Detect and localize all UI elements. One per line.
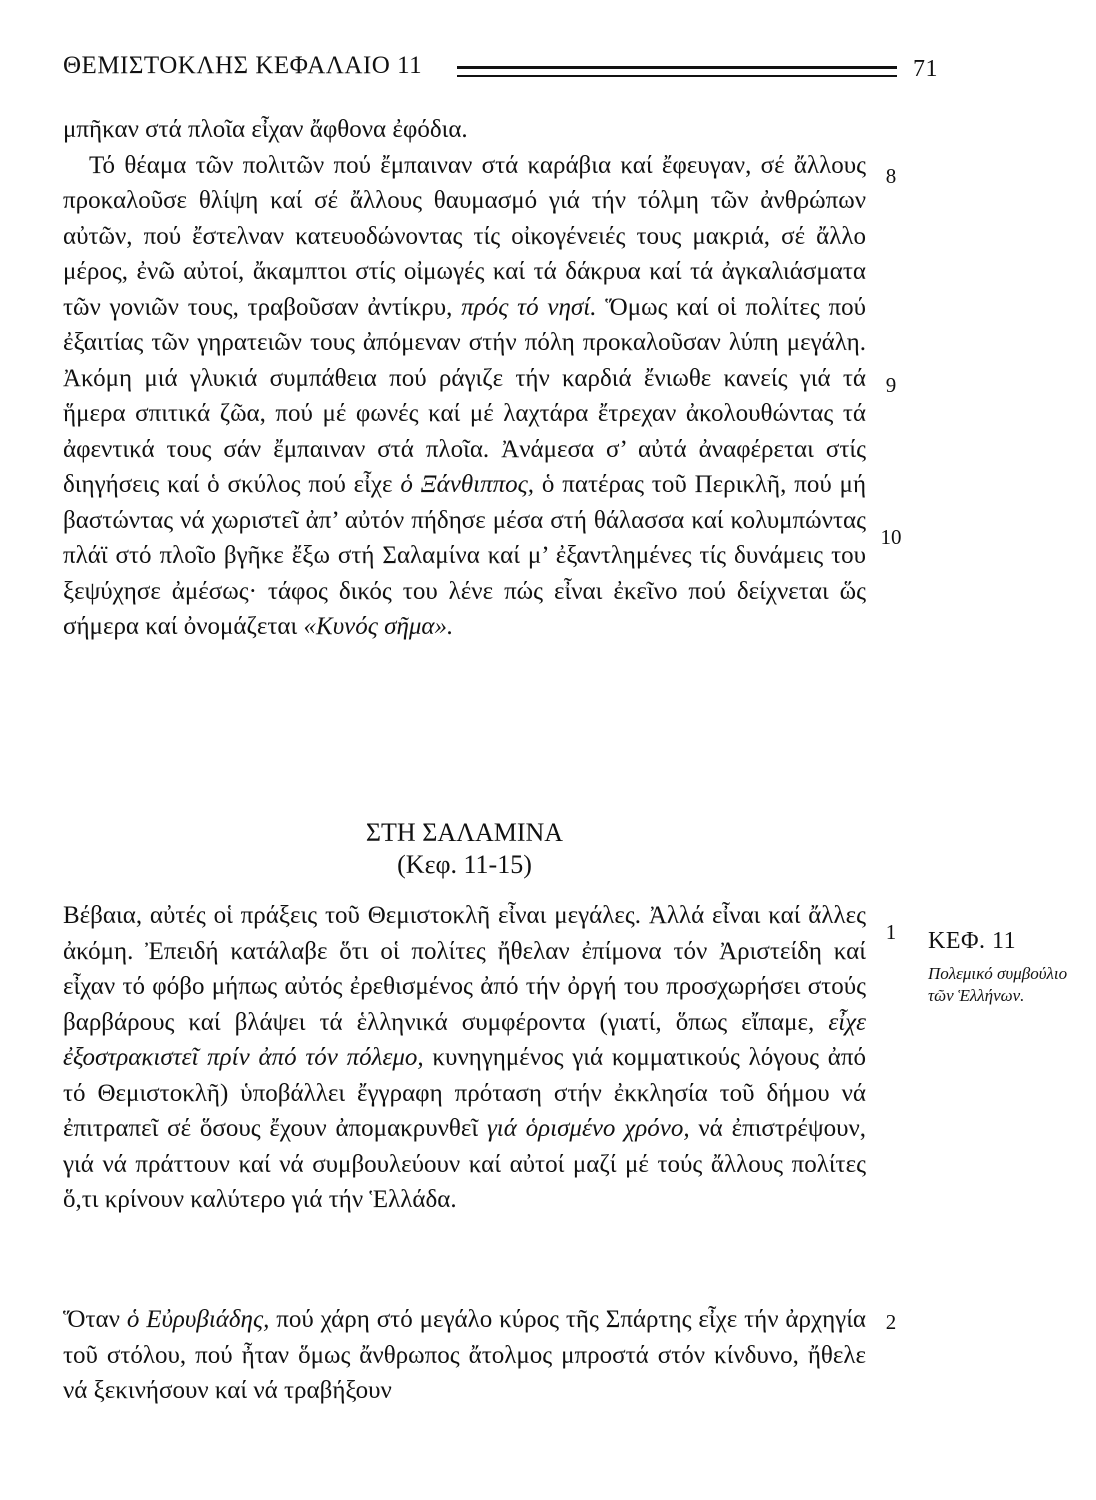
p1-text-e: ὁ πατέρας τοῦ Περικλῆ, πού μή βαστώντας νά χωριστεῖ ἀπ’ αὐτόν πήδησε μέσα στή θάλασσα καί κολυμπώντας πλάϊ στό πλοῖο βγῆκε ἔξω στή Σαλαμίνα καί μ’ ἐξαντλημένες τίς δυνάμεις του ξεψύχησε ἀμέσως· τάφος δικός του λένε πώς εἶναι ἐκεῖνο πού δείχνεται ὥς σήμερα καί ὀνομάζεται bbox=[63, 471, 867, 640]
p1-text-c: Ὅμως καί οἱ πολίτες πού ἐξαιτίας τῶν γηρατειῶν τους ἀπόμεναν στήν πόλη προκαλοῦσαν λύπη μεγάλη. Ἀκόμη μιά γλυκιά συμπάθεια πού ράγιζε τήν καρδιά ἔνιωθε κανείς γιά τά ἥμερα σπιτικά ζῶα, πού μέ φωνές καί μέ λαχτάρα ἔτρεχαν ἀκολουθώντας τά ἀφεντικά τους σάν ἔμπαιναν στά πλοῖα. Ἀνάμεσα σ’ αὐτά ἀναφέρεται στίς διηγήσεις καί ὁ σκύλος πού εἶχε bbox=[63, 293, 867, 498]
p2-italic-time: γιά ὁρισμένο χρόνο, bbox=[486, 1115, 690, 1142]
running-header bbox=[63, 52, 938, 92]
sidenote-gloss: Πολεμικό συμβούλιο τῶν Ἑλλήνων. bbox=[928, 964, 1068, 1005]
section-3-text bbox=[63, 1302, 866, 1409]
sidenote-chapter-label: ΚΕΦ. 11 bbox=[928, 928, 1017, 954]
page-number: 71 bbox=[913, 56, 938, 82]
section-1-text bbox=[63, 112, 866, 645]
margin-number-9: 9 bbox=[885, 373, 897, 397]
p2-italic-ostracism: εἶχε ἐξοστρακιστεῖ πρίν ἀπό τόν πόλεμο, bbox=[63, 1008, 867, 1071]
p1-text-a: Τό θέαμα τῶν πολιτῶν πού ἔμπαιναν στά καράβια καί ἔφευγαν, σέ ἄλλους προκαλοῦσε θλίψη καί σέ ἄλλους θαυμασμό γιά τήν τόλμη τῶν ἀνθρώπων αὐτῶν, πού ἔστελναν κατευοδώνοντας τίς οἰκογένειές τους μακριά, σέ ἄλλο μέρος, ἐνῶ αὐτοί, ἄκαμπτοι στίς οἰμωγές καί τά δάκρυα καί τά ἀγκαλιάσματα τῶν γονιῶν τους, τραβοῦσαν ἀντίκρυ, bbox=[63, 151, 866, 321]
section-heading: ΣΤΗ ΣΑΛΑΜΙΝΑ bbox=[365, 818, 564, 847]
margin-number-8: 8 bbox=[885, 164, 897, 188]
paragraph-2 bbox=[63, 1302, 866, 1409]
margin-number-2: 2 bbox=[885, 1310, 897, 1334]
section-2-text bbox=[63, 898, 866, 1218]
opening-line: μπῆκαν στά πλοῖα εἶχαν ἄφθονα ἐφόδια. bbox=[63, 116, 468, 143]
paragraph-1 bbox=[63, 898, 866, 1218]
p3-text-c: πού χάρη στό μεγάλο κύρος τῆς Σπάρτης εἶχε τήν ἀρχηγία τοῦ στόλου, πού ἦταν ὅμως ἄνθρωπος ἄτολμος μπροστά στόν κίνδυνο, ἤθελε νά ξεκινήσουν καί νά τραβήξουν bbox=[63, 1306, 867, 1404]
chapter-sidenote bbox=[928, 928, 1078, 1007]
p1-italic-nisi: πρός τό νησί. bbox=[461, 293, 597, 321]
margin-number-10: 10 bbox=[880, 525, 902, 549]
p2-text-a: Βέβαια, αὐτές οἱ πράξεις τοῦ Θεμιστοκλῆ εἶναι μεγάλες. Ἀλλά εἶναι καί ἄλλες ἀκόμη. Ἐπειδή κατάλαβε ὅτι οἱ πολίτες ἤθελαν ἐπίμονα τόν Ἀριστείδη καί εἶχαν τό φόβο μήπως αὐτός ἐρεθισμένος ἀπό τήν ὀργή του προσχωρήσει στούς βαρβάρους καί βλάψει τά ἑλληνικά συμφέροντα (γιατί, ὅπως εἴπαμε, bbox=[63, 902, 866, 1036]
p3-italic-eurybiades: ὁ Εὐρυβιάδης, bbox=[126, 1306, 270, 1333]
p1-italic-kynos-sima: «Κυνός σῆμα». bbox=[303, 613, 454, 640]
p3-text-a: Ὅταν bbox=[63, 1306, 120, 1333]
p1-italic-xanthippos: ὁ Ξάνθιππος, bbox=[400, 471, 535, 498]
p2-text-e: νά ἐπιστρέψουν, γιά νά πράττουν καί νά συμβουλεύουν καί αὐτοί μαζί μέ τούς ἄλλους πολίτες ὅ,τι κρίνουν καλύτερο γιά τήν Ἑλλάδα. bbox=[63, 1115, 866, 1213]
section-subheading: (Κεφ. 11-15) bbox=[397, 850, 532, 879]
header-rule bbox=[457, 66, 897, 77]
p2-text-c: κυνηγημένος γιά κομματικούς λόγους ἀπό τό Θεμιστοκλῆ) ὑποβάλλει ἔγγραφη πρόταση στήν ἐκκλησία τοῦ δήμου νά ἐπιτραπεῖ σέ ὅσους ἔχουν ἀπομακρυνθεῖ bbox=[63, 1044, 867, 1142]
paragraph-8-10 bbox=[63, 148, 866, 645]
margin-number-1: 1 bbox=[885, 920, 897, 944]
running-title: ΘΕΜΙΣΤΟΚΛΗΣ ΚΕΦΑΛΑΙΟ 11 bbox=[63, 52, 423, 79]
